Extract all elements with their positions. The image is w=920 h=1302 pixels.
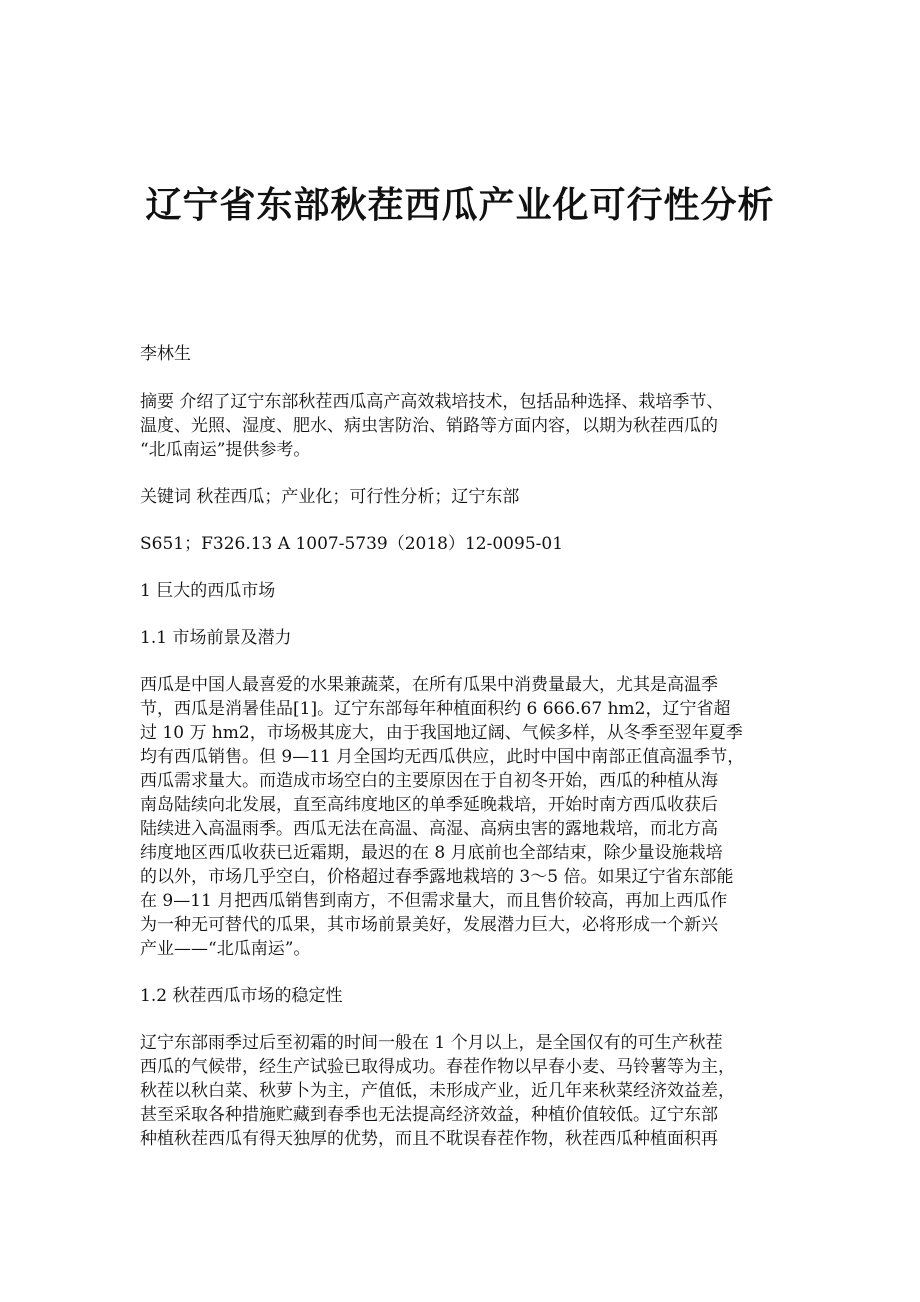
paragraph-line: 西瓜是中国人最喜爱的水果兼蔬菜，在所有瓜果中消费量最大，尤其是高温季 xyxy=(140,675,718,695)
paragraph-line: 节，西瓜是消暑佳品[1]。辽宁东部每年种植面积约 6 666.67 hm2，辽宁省超 xyxy=(140,699,731,719)
paragraph-line: 产业——“北瓜南运”。 xyxy=(140,939,311,959)
abstract xyxy=(140,390,780,462)
paragraph-market-prospects xyxy=(140,673,780,961)
paragraph-line: 均有西瓜销售。但 9—11 月全国均无西瓜供应，此时中国中南部正值高温季节， xyxy=(140,747,745,767)
paragraph-line: 的以外，市场几乎空白，价格超过春季露地栽培的 3～5 倍。如果辽宁省东部能 xyxy=(140,867,734,887)
paragraph-market-stability xyxy=(140,1031,780,1151)
paragraph-line: 为一种无可替代的瓜果，其市场前景美好，发展潜力巨大，必将形成一个新兴 xyxy=(140,915,718,935)
paragraph-line: 过 10 万 hm2，市场极其庞大，由于我国地辽阔、气候多样，从冬季至翌年夏季 xyxy=(140,723,743,743)
paragraph-line: 在 9—11 月把西瓜销售到南方，不但需求量大，而且售价较高，再加上西瓜作 xyxy=(140,891,728,911)
article-title: 辽宁省东部秋茬西瓜产业化可行性分析 xyxy=(145,185,775,226)
paragraph-line: 纬度地区西瓜收获已近霜期，最迟的在 8 月底前也全部结束，除少量设施栽培 xyxy=(140,843,723,863)
paragraph-line: 西瓜需求量大。而造成市场空白的主要原因在于自初冬开始，西瓜的种植从海 xyxy=(140,771,718,791)
paragraph-line: 种植秋茬西瓜有得天独厚的优势，而且不耽误春茬作物，秋茬西瓜种植面积再 xyxy=(140,1129,718,1149)
abstract-line: “北瓜南运”提供参考。 xyxy=(140,440,311,460)
paragraph-line: 南岛陆续向北发展，直至高纬度地区的单季延晚栽培，开始时南方西瓜收获后 xyxy=(140,795,718,815)
article-body xyxy=(140,342,780,1151)
keywords: 关键词 秋茬西瓜；产业化；可行性分析；辽宁东部 xyxy=(140,487,520,507)
subsection-heading: 1.2 秋茬西瓜市场的稳定性 xyxy=(140,986,343,1006)
paragraph-line: 秋茬以秋白菜、秋萝卜为主，产值低，未形成产业，近几年来秋菜经济效益差， xyxy=(140,1081,735,1101)
paragraph-line: 甚至采取各种措施贮藏到春季也无法提高经济效益，种植价值较低。辽宁东部 xyxy=(140,1105,718,1125)
subsection-heading: 1.1 市场前景及潜力 xyxy=(140,628,292,648)
abstract-line: 摘要 介绍了辽宁东部秋茬西瓜高产高效栽培技术，包括品种选择、栽培季节、 xyxy=(140,392,724,412)
classification-code: S651；F326.13 A 1007-5739（2018）12-0095-01 xyxy=(140,534,564,554)
author-name: 李林生 xyxy=(140,344,191,364)
paragraph-line: 辽宁东部雨季过后至初霜的时间一般在 1 个月以上，是全国仅有的可生产秋茬 xyxy=(140,1033,723,1053)
section-heading: 1 巨大的西瓜市场 xyxy=(140,581,276,601)
abstract-line: 温度、光照、湿度、肥水、病虫害防治、销路等方面内容，以期为秋茬西瓜的 xyxy=(140,416,718,436)
paragraph-line: 陆续进入高温雨季。西瓜无法在高温、高湿、高病虫害的露地栽培，而北方高 xyxy=(140,819,718,839)
paragraph-line: 西瓜的气候带，经生产试验已取得成功。春茬作物以早春小麦、马铃薯等为主， xyxy=(140,1057,735,1077)
